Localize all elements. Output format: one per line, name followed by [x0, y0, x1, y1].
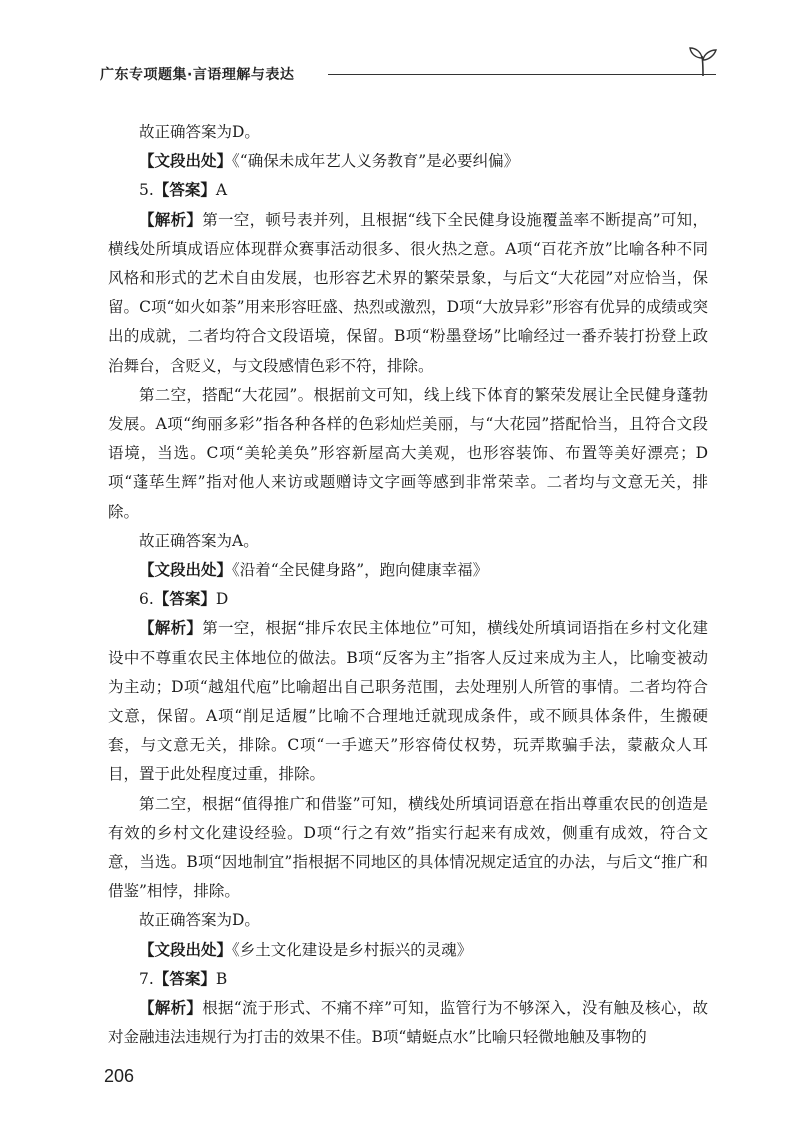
paragraph: 【文段出处】《沿着“全民健身路”，跑向健康幸福》	[139, 561, 489, 580]
tag-answer: 【答案】	[153, 969, 216, 988]
paragraph: 【解析】根据“流于形式、不痛不痒”可知，监管行为不够深入，没有触及核心，故对金融违法违规行为打击的效果不佳。B项“蜻蜓点水”比喻只轻微地触及事物的	[108, 999, 708, 1047]
page-number: 206	[104, 1066, 135, 1086]
paragraph: 第二空，根据“值得推广和借鉴”可知，横线处所填词语意在指出尊重农民的创造是有效的乡村文化建设经验。D项“行之有效”指实行起来有成效，侧重有成效，符合文意，当选。B项“因地制宜”指根据不同地区的具体情况规定适宜的办法，与后文“推广和借鉴”相悖，排除。	[108, 794, 708, 901]
tag-analysis: 【解析】	[139, 619, 203, 638]
tag-source: 【文段出处】	[139, 152, 233, 171]
paragraph: 故正确答案为A。	[139, 531, 259, 550]
paragraph: 【解析】第一空，顿号表并列，且根据“线下全民健身设施覆盖率不断提高”可知，横线处所填成语应体现群众赛事活动很多、很火热之意。A项“百花齐放”比喻各种不同风格和形式的艺术自由发展，也形容艺术界的繁荣景象，与后文“大花园”对应恰当，保留。C项“如火如荼”用来形容旺盛、热烈或激烈，D项“大放异彩”形容有优异的成绩或突出的成就，二者均符合文段语境，保留。B项“粉墨登场”比喻经过一番乔装打扮登上政治舞台，含贬义，与文段感情色彩不符，排除。	[108, 210, 708, 375]
tag-source: 【文段出处】	[139, 561, 233, 580]
header-rule	[328, 74, 716, 75]
paragraph: 【解析】第一空，根据“排斥农民主体地位”可知，横线处所填词语指在乡村文化建设中不尊重农民主体地位的做法。B项“反客为主”指客人反过来成为主人，比喻变被动为主动；D项“越俎代庖”比喻超出自己职务范围，去处理别人所管的事情。二者均符合文意，保留。A项“削足适履”比喻不合理地迁就现成条件，或不顾具体条件，生搬硬套，与文意无关，排除。C项“一手遮天”形容倚仗权势，玩弄欺骗手法，蒙蔽众人耳目，置于此处程度过重，排除。	[108, 619, 708, 784]
tag-analysis: 【解析】	[139, 999, 203, 1018]
paragraph: 【文段出处】《乡土文化建设是乡村振兴的灵魂》	[139, 940, 473, 959]
paragraph: 7.【答案】B	[139, 969, 228, 988]
paragraph: 故正确答案为D。	[139, 911, 260, 930]
paragraph: 故正确答案为D。	[139, 123, 260, 141]
paragraph: 6.【答案】D	[139, 590, 229, 609]
paragraph: 【文段出处】《“确保未成年艺人义务教育”是必要纠偏》	[139, 152, 520, 171]
sprout-icon	[686, 46, 720, 78]
answer-explanations	[108, 118, 708, 1053]
tag-answer: 【答案】	[153, 181, 216, 200]
tag-answer: 【答案】	[153, 590, 216, 609]
tag-source: 【文段出处】	[139, 940, 233, 959]
tag-analysis: 【解析】	[139, 210, 203, 229]
header-title: 广东专项题集·言语理解与表达	[100, 67, 295, 83]
paragraph: 5.【答案】A	[139, 181, 228, 200]
running-header	[100, 56, 720, 86]
paragraph: 第二空，搭配“大花园”。根据前文可知，线上线下体育的繁荣发展让全民健身蓬勃发展。A项“绚丽多彩”指各种各样的色彩灿烂美丽，与“大花园”搭配恰当，且符合文段语境，当选。C项“美轮美奂”形容新屋高大美观，也形容装饰、布置等美好漂亮；D项“蓬荜生辉”指对他人来访或题赠诗文字画等感到非常荣幸。二者均与文意无关，排除。	[108, 385, 708, 521]
